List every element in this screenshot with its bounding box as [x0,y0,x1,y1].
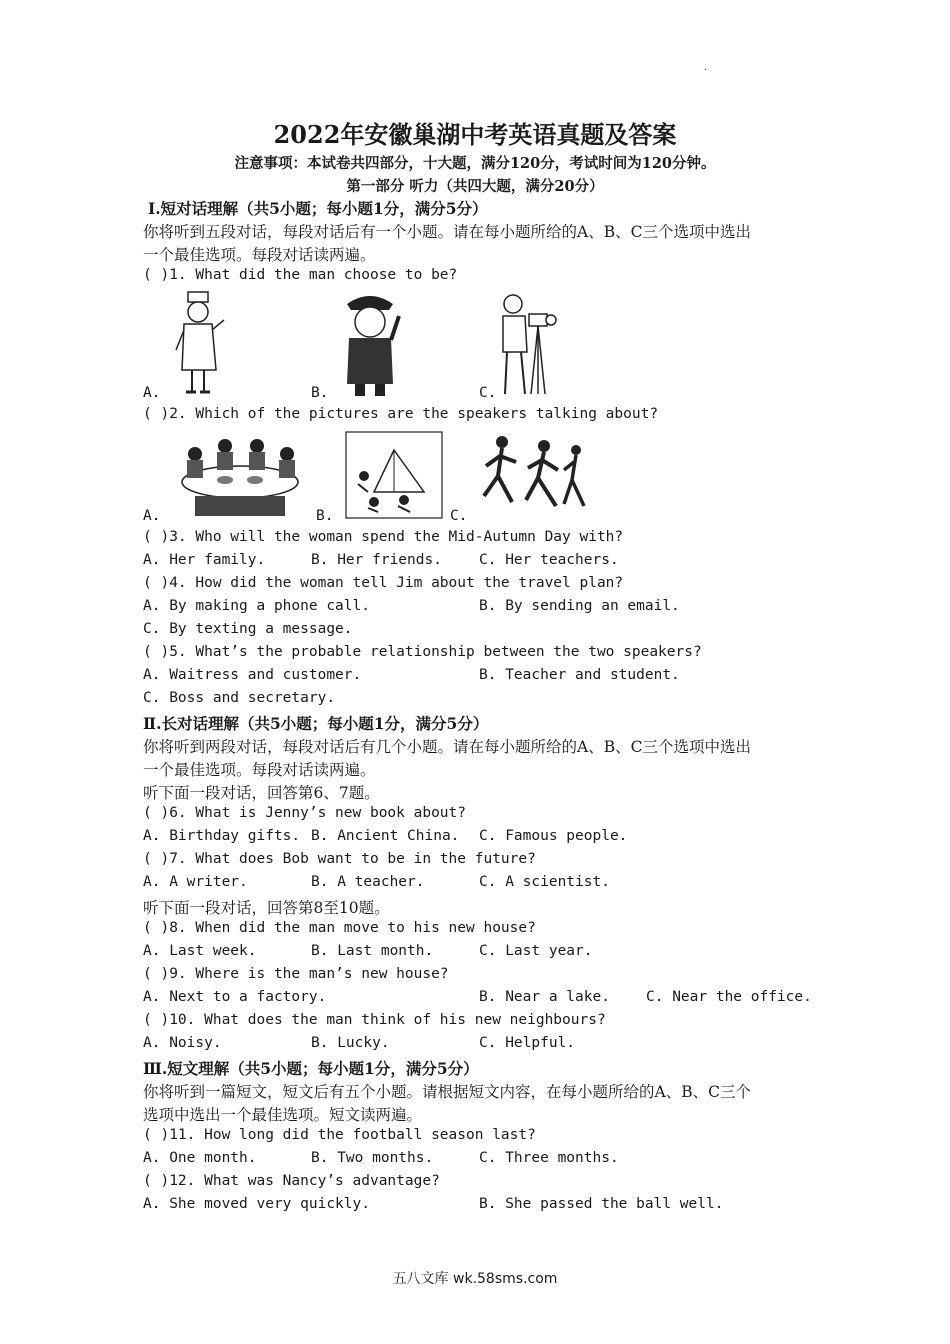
section-heading: Ⅰ.短对话理解（共5小题；每小题1分，满分5分） [148,199,488,218]
option: C. Near the office. [646,989,812,1005]
police-officer-picture [335,288,405,398]
option: C. Famous people. [479,828,628,844]
option: C. Boss and secretary. [143,690,336,706]
instructions: 你将听到一篇短文，短文后有五个小题。请根据短文内容，在每小题所给的A、B、C三个 [143,1083,751,1101]
instructions: 你将听到两段对话，每段对话后有几个小题。请在每小题所给的A、B、C三个选项中选出 [143,738,751,756]
option: A. One month. [143,1150,257,1166]
question: ( )12. What was Nancy’s advantage? [143,1173,440,1189]
option-label: A. [143,508,161,524]
option: B. Her friends. [311,552,442,568]
instructions: 一个最佳选项。每段对话读两遍。 [143,246,376,264]
corner-dot: . [704,62,708,73]
notice: 注意事项：本试卷共四部分，十大题，满分120分，考试时间为120分钟。 [234,155,716,172]
question: ( )1. What did the man choose to be? [143,267,458,283]
option: C. Three months. [479,1150,619,1166]
question: ( )3. Who will the woman spend the Mid-Autumn Day with? [143,529,624,545]
option: C. A scientist. [479,874,610,890]
option: A. She moved very quickly. [143,1196,370,1212]
instructions: 一个最佳选项。每段对话读两遍。 [143,761,376,779]
option: A. Last week. [143,943,257,959]
option: B. By sending an email. [479,598,680,614]
question: ( )5. What’s the probable relationship between the two speakers? [143,644,702,660]
question: ( )7. What does Bob want to be in the future? [143,851,536,867]
family-dinner-picture [165,432,315,520]
option: A. Her family. [143,552,266,568]
instructions: 选项中选出一个最佳选项。短文读两遍。 [143,1106,423,1124]
dialog-note: 听下面一段对话，回答第6、7题。 [143,784,380,802]
option: B. Ancient China. [311,828,460,844]
option-label: A. [143,385,161,401]
dialog-note: 听下面一段对话，回答第8至10题。 [143,899,390,917]
option: B. Last month. [311,943,434,959]
running-picture [472,430,592,520]
part-heading: 第一部分 听力（共四大题，满分20分） [346,178,604,195]
option: A. Next to a factory. [143,989,327,1005]
section-heading: Ⅱ.长对话理解（共5小题；每小题1分，满分5分） [143,714,489,733]
footer-watermark: 五八文库 wk.58sms.com [392,1271,558,1287]
question: ( )4. How did the woman tell Jim about the travel plan? [143,575,624,591]
option: B. Lucky. [311,1035,390,1051]
option: B. Two months. [311,1150,434,1166]
question: ( )11. How long did the football season last? [143,1127,536,1143]
option: A. A writer. [143,874,248,890]
option: C. Last year. [479,943,593,959]
option: B. A teacher. [311,874,425,890]
option: A. Noisy. [143,1035,222,1051]
section-heading: Ⅲ.短文理解（共5小题；每小题1分，满分5分） [143,1059,479,1078]
page-title: 2022年安徽巢湖中考英语真题及答案 [273,120,677,149]
doctor-picture [170,290,230,400]
option-label: C. [479,385,497,401]
option: A. Birthday gifts. [143,828,301,844]
option-label: C. [450,508,468,524]
question: ( )2. Which of the pictures are the speakers talking about? [143,406,659,422]
option: C. By texting a message. [143,621,353,637]
question: ( )8. When did the man move to his new house? [143,920,536,936]
question: ( )9. Where is the man’s new house? [143,966,449,982]
instructions: 你将听到五段对话，每段对话后有一个小题。请在每小题所给的A、B、C三个选项中选出 [143,223,751,241]
photographer-picture [495,290,565,400]
option: C. Helpful. [479,1035,576,1051]
option-label: B. [311,385,329,401]
option-label: B. [316,508,334,524]
camping-picture [344,430,444,520]
option: B. Near a lake. [479,989,610,1005]
option: B. She passed the ball well. [479,1196,724,1212]
option: A. By making a phone call. [143,598,370,614]
option: B. Teacher and student. [479,667,680,683]
option: A. Waitress and customer. [143,667,362,683]
question: ( )6. What is Jenny’s new book about? [143,805,467,821]
option: C. Her teachers. [479,552,619,568]
question: ( )10. What does the man think of his new neighbours? [143,1012,606,1028]
